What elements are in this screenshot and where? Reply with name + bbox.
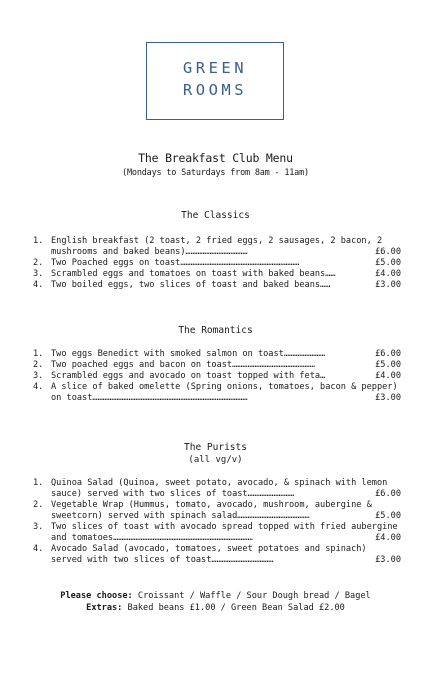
item-number: 1. [33,236,44,246]
list-item [33,382,401,404]
list-item [33,478,401,500]
menu-hours: (Mondays to Saturdays from 8am - 11am) [122,168,309,178]
item-price: £5.00 [375,360,401,370]
item-text: Two poached eggs and bacon on toast………………………………………… [51,360,315,370]
list-item [33,544,401,566]
item-number: 4. [33,544,44,554]
item-text: Two boiled eggs, two slices of toast and baked beans…… [51,280,331,290]
classics-list [33,236,401,291]
section-title-purists: The Purists [184,442,247,453]
item-number: 4. [33,280,44,290]
section-title-romantics: The Romantics [178,325,253,336]
green-rooms-logo [146,42,284,120]
choose-options: Croissant / Waffle / Sour Dough bread / Bagel [132,591,371,601]
item-text: Scrambled eggs and tomatoes on toast with baked beans…… [51,269,336,279]
logo-line-2: ROOMS [182,81,248,99]
choose-line [0,591,431,603]
item-price: £3.00 [375,393,401,403]
item-text: Quinoa Salad (Quinoa, sweet potato, avocado, & spinach with lemon sauce) served with two slices of toast……………………… [51,478,388,499]
item-price: £4.00 [375,371,401,381]
list-item [33,349,401,360]
extras-label: Extras: [86,603,123,613]
item-price: £5.00 [375,511,401,521]
menu-title: The Breakfast Club Menu [138,151,293,165]
item-number: 2. [33,500,44,510]
item-text: Two eggs Benedict with smoked salmon on toast…………………… [51,349,326,359]
list-item [33,280,401,291]
list-item [33,236,401,258]
item-number: 4. [33,382,44,392]
choose-label: Please choose: [60,591,133,601]
item-number: 1. [33,478,44,488]
section-title-classics: The Classics [181,210,250,221]
item-price: £4.00 [375,533,401,543]
item-price: £5.00 [375,258,401,268]
item-text: A slice of baked omelette (Spring onions, tomatoes, bacon & pepper) on toast……………………………………………………………………………… [51,382,398,403]
item-number: 2. [33,360,44,370]
item-price: £3.00 [375,555,401,565]
purists-list [33,478,401,566]
item-price: £6.00 [375,489,401,499]
extras-options: Baked beans £1.00 / Green Bean Salad £2.00 [122,603,345,613]
item-number: 3. [33,522,44,532]
item-number: 3. [33,371,44,381]
item-number: 1. [33,349,44,359]
romantics-list [33,349,401,404]
list-item [33,371,401,382]
item-text: Avocado Salad (avocado, tomatoes, sweet potatoes and spinach) served with two slices of toast……………………………… [51,544,367,565]
list-item [33,258,401,269]
item-number: 2. [33,258,44,268]
item-price: £4.00 [375,269,401,279]
item-text: Two Poached eggs on toast…………………………………………………………… [51,258,300,268]
item-price: £3.00 [375,280,401,290]
item-text: Two slices of toast with avocado spread topped with fried aubergine and tomatoes……………………………………………………………………… [51,522,398,543]
item-text: Vegetable Wrap (Hummus, tomato, avocado, mushroom, aubergine & sweetcorn) served with spinach salad…………………………………… [51,500,372,521]
item-text: Scrambled eggs and avocado on toast topped with feta… [51,371,326,381]
list-item [33,500,401,522]
list-item [33,269,401,280]
section-subtitle-purists: (all vg/v) [188,455,243,465]
item-price: £6.00 [375,349,401,359]
item-price: £6.00 [375,247,401,257]
extras-line [0,603,431,615]
list-item [33,522,401,544]
item-text: English breakfast (2 toast, 2 fried eggs, 2 sausages, 2 bacon, 2 mushrooms and baked beans)……………………………… [51,236,383,257]
item-number: 3. [33,269,44,279]
logo-line-1: GREEN [182,59,248,77]
list-item [33,360,401,371]
